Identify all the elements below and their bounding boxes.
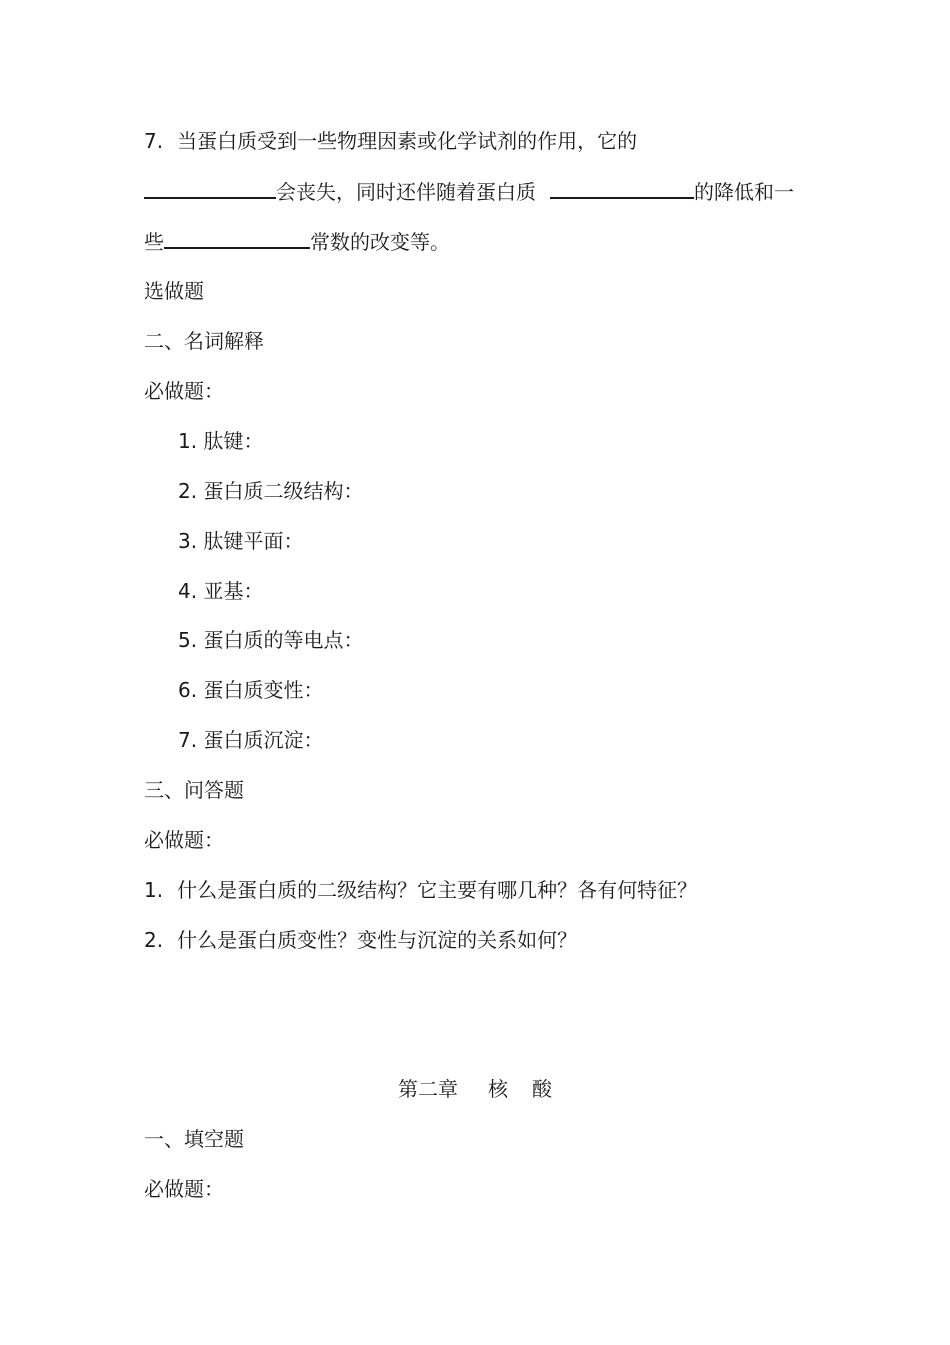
question-7-line-2 (144, 179, 794, 204)
qa-question-2 (144, 928, 577, 952)
required-label: 必做题： (144, 828, 224, 852)
question-text: 会丧失，同时还伴随着蛋白质 (276, 180, 536, 204)
question-number: 2. (144, 928, 164, 952)
chapter-title-char: 酸 (532, 1077, 552, 1101)
question-text: 些 (144, 230, 164, 254)
term-item: 4. 亚基： (178, 579, 264, 603)
question-number: 7. (144, 129, 164, 153)
section-heading-fill: 一、填空题 (144, 1127, 244, 1151)
question-text: 的降低和一 (694, 180, 794, 204)
fill-blank-1[interactable] (144, 179, 276, 199)
question-number: 1. (144, 878, 164, 902)
question-text: 什么是蛋白质变性？变性与沉淀的关系如何？ (177, 928, 578, 952)
optional-label: 选做题 (144, 279, 204, 303)
question-text: 常数的改变等。 (310, 230, 450, 254)
fill-blank-2[interactable] (550, 179, 694, 199)
term-item: 2. 蛋白质二级结构： (178, 479, 364, 503)
fill-blank-3[interactable] (164, 229, 310, 249)
qa-question-1 (144, 878, 697, 902)
term-item: 3. 肽键平面： (178, 529, 304, 553)
section-heading-qa: 三、问答题 (144, 778, 244, 802)
question-7-line-1 (144, 129, 637, 153)
chapter-title (398, 1077, 552, 1101)
chapter-title-char: 核 (488, 1077, 508, 1101)
term-item: 1. 肽键： (178, 429, 264, 453)
question-7-line-3 (144, 229, 450, 254)
term-item: 7. 蛋白质沉淀： (178, 728, 324, 752)
question-text: 当蛋白质受到一些物理因素或化学试剂的作用，它的 (177, 129, 638, 153)
required-label: 必做题： (144, 1177, 224, 1201)
section-heading-terms: 二、名词解释 (144, 329, 264, 353)
term-item: 5. 蛋白质的等电点： (178, 628, 364, 652)
chapter-label: 第二章 (398, 1077, 458, 1101)
required-label: 必做题： (144, 379, 224, 403)
term-item: 6. 蛋白质变性： (178, 678, 324, 702)
question-text: 什么是蛋白质的二级结构？它主要有哪几种？各有何特征？ (177, 878, 698, 902)
